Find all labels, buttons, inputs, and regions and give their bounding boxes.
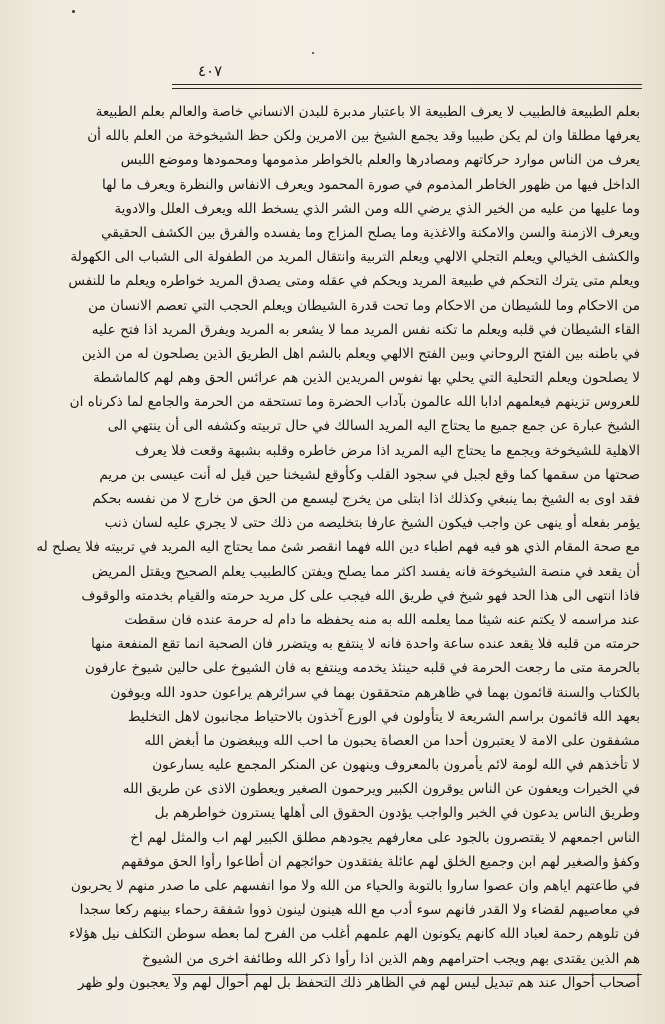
text-line: يعرف من الناس موارد حركاتهم ومصادرها والعلم بالخواطر مذمومها ومحمودها وموضع اللبس [120, 152, 640, 169]
text-line: عند مراسمه لا يكتم عنه شيئا مما يعلمه الله به منه يحفظه ما دام له حرمة عنده فان سقطت [124, 611, 640, 628]
top-rule [172, 84, 642, 85]
text-line: في الخيرات ويعفون عن الناس يوقرون الكبير ويرحمون الصغير ويعطون الاذى عن طريق الله [122, 781, 640, 798]
text-line: يؤمر بفعله أو ينهى عن واجب فيكون الشيخ عارفا بتخليصه من ذلك حتى لا يجري عليه لسان ذنب [104, 515, 640, 532]
text-line: في معاصيهم لقضاء ولا القدر فانهم سوء أدب مع الله هينون لينون ذووا شفقة رحماء بينهم ركعا سجدا [79, 902, 640, 919]
text-line: ويعرف الازمنة والسن والامكنة والاغذية وما يصلح المزاج وما يفسده والفرق بين الكشف الحقيقي [101, 224, 640, 241]
text-line: هم الذين يقتدى بهم ويجب احترامهم وهم الذين اذا رأوا ذكر الله وطائفة اخرى من الشيوخ [142, 950, 640, 967]
text-line: يعرفها مطلقا وان لم يكن طبيبا وقد يجمع الشيخ بين الامرين ولكن حظ الشيخوخة من العلم بالله أن [87, 128, 640, 145]
page-number: ٤٠٧ [198, 62, 223, 80]
text-line: الناس اجمعهم لا يقتصرون بالجود على معارفهم يجودهم مطلق الكبير لهم اب والمثل لهم اخ [130, 829, 640, 846]
text-line: أن يقعد في منصة الشيخوخة فانه يفسد اكثر مما يصلح ويفتن كالطبيب يعلم الصحيح ويقتل المريض [91, 563, 640, 580]
text-line: حرمته من قلبه فلا يقعد عنده ساعة واحدة فانه لا ينتفع به ويتضرر فان الصحبة انما تقع المنفعة منها [90, 636, 640, 653]
text-line: لا يصلحون ويعلم التحلية التي يحلي بها نفوس المريدين الذين هم عرائس الحق وهم لهم كالماشطة [93, 370, 640, 387]
ink-speck [72, 10, 75, 13]
text-line: لا تأخذهم في الله لومة لائم يأمرون بالمعروف وينهون عن المنكر المجمع عليه يسارعون [152, 757, 640, 774]
text-line: بعلم الطبيعة فالطبيب لا يعرف الطبيعة الا باعتبار مدبرة للبدن الانساني خاصة والعالم بعلم الطبيعة [95, 104, 640, 120]
text-line: الشيخ عبارة عن جمع جميع ما يحتاج اليه المريد السالك في حال تربيته وكشفه الى أن ينتهي الى [107, 418, 640, 435]
text-line: ويعلم متى يترك التحكم في طبيعة المريد ويحكم في عقله ومتى يصدق المريد خواطره ويعلم ما للنفس [68, 273, 640, 290]
text-line: القاء الشيطان في قلبه ويعلم ما تكنه نفس المريد مما لا يشعر به المريد ويفرق المريد اذا فتح عليه [91, 321, 640, 338]
text-line: في باطنه بين الفتح الروحاني وبين الفتح الالهي ويعلم بالشم اهل الطريق الذين يصلحون له من الذين [81, 345, 640, 362]
text-line: وما عليها من عليه من الخير الذي يرضي الله ومن الشر الذي يسخط الله ويعرف العلل والادوية [114, 200, 640, 217]
text-line: الداخل فيها من ظهور الخاطر المذموم في صورة المحمود ويعرف الانفاس والنظرة ويعرف ما لها [102, 176, 640, 193]
body-text [36, 100, 640, 991]
text-line: الاهلية للشيخوخة ويجمع ما يحتاج اليه المريد اذا مرض خاطره وقلبه بشبهة وقعت فلا يعرف [134, 442, 640, 459]
text-line: وطريق الناس يدعون في الخبر والواجب يؤدون الحقوق الى أهلها يسترون خواطرهم بل [154, 805, 640, 822]
text-line: مشفقون على الامة لا يعتبرون أحدا من العصاة يحبون ما احب الله ويبغضون ما أبغض الله [144, 732, 640, 749]
text-line: صحتها من سقمها كما وقع لجبل في سجود القلب وكأوقع لشيخنا حين قيل له أنت عيسى بن مريم [99, 466, 640, 483]
top-rule-inner [172, 88, 642, 89]
ink-speck [312, 52, 314, 54]
text-line: فاذا انتهى الى هذا الحد فهو شيخ في طريق الله فيجب على كل مريد حرمته والقيام بخدمته والوقوف [81, 587, 640, 604]
text-line: مع صحة المقام الذي هو فيه فهم اطباء دين الله فهما انقصر شئ مما يحتاج اليه المريد في تربيته فلا يصلح له [36, 539, 640, 556]
text-line: أصحاب أحوال عند هم تبديل ليس لهم في الظاهر ذلك التحفظ بل لهم أحوال لهم ولا يعجبون ولو ظهر [78, 974, 640, 991]
text-line: والكشف الخيالي ويعلم التجلي الالهي ويعلم التربية وانتقال المريد من الطفولة الى الشباب الى الكهولة [70, 249, 640, 266]
text-line: للعروس تزينهم فيعلمهم ادابا الله عالمون بآداب الحضرة وما تستحقه من الحرمة والجامع لما ذكرناه ان [69, 394, 640, 411]
text-line: بالحرمة متى ما رجعت الحرمة في قلبه حينئذ يخدمه وينتفع به فان الشيوخ على حالين شيوخ عارفون [84, 660, 640, 677]
bottom-rule [172, 974, 642, 975]
text-line: فن تلوهم رحمة لعباد الله كانهم يكونون الهم علمهم أغلب من الفرح لما بعطه سوطن التكلف نيل هؤلاء [68, 926, 640, 943]
text-line: فقد اوى به الشيخ بما ينبغي وكذلك اذا ابتلى من يخرج ليسمع من الحق من خارج لا من نفسه بحكم [92, 491, 640, 507]
text-line: في طاعتهم اياهم وان عصوا ساروا بالتوبة والحياء من الله ولا موا انفسهم على ما صدر منهم لا يحربون [70, 878, 640, 894]
text-line: بالكتاب والسنة قائمون بهما في ظاهرهم متحققون بهما في سرائرهم يراعون حدود الله ويوفون [110, 684, 640, 701]
text-line: بعهد الله قائمون براسم الشريعة لا يتأولون في الورع آخذون بالاحتياط مجانبون لاهل التخليط [128, 708, 640, 725]
text-line: وكفؤ والصغير لهم ابن وجميع الخلق لهم عائلة يفتقدون حوائجهم ان أطاعوا رأوا الحق موفقهم [121, 853, 640, 870]
text-line: من الاحكام وما للشيطان من الاحكام وما تحت قدرة الشيطان ويعلم الحجب التي تعصم الانسان من [88, 297, 640, 314]
